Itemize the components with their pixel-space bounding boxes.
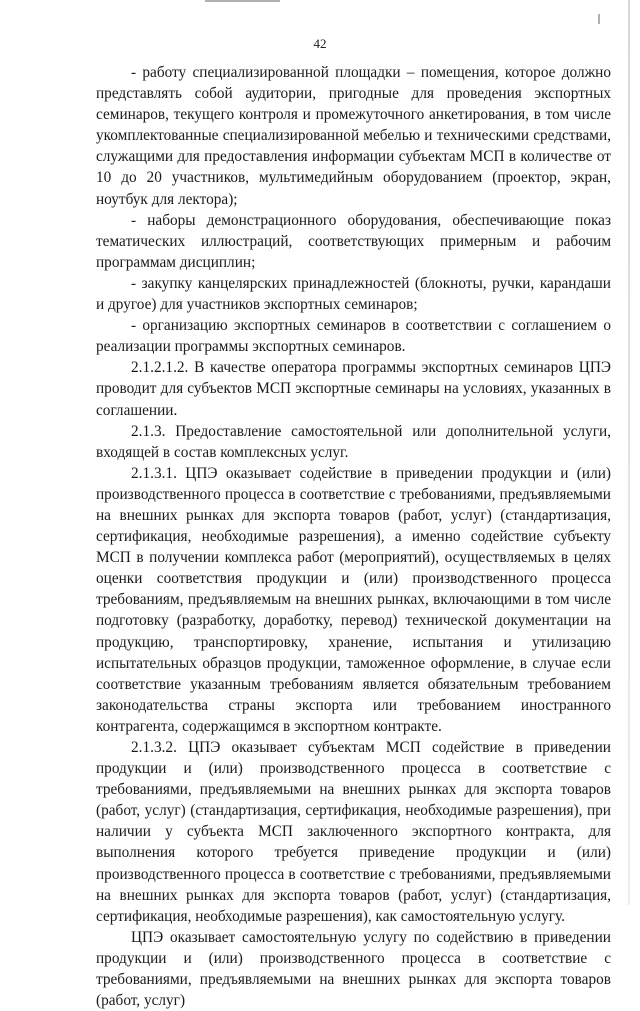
paragraph: - закупку канцелярских принадлежностей (блокноты, ручки, карандаши и другое) для участников экспортных семинаров;: [96, 274, 611, 314]
paragraph: - наборы демонстрационного оборудования, обеспечивающие показ тематических иллюстраций, соответствующих примерным и рабочим программам дисциплин;: [96, 211, 611, 271]
paragraph: - работу специализированной площадки – помещения, которое должно представлять собой аудитории, пригодные для проведения экспортных семинаров, текущего контроля и промежуточного анкетирования, в том числе укомплектованные специализированной мебелью и техническими средствами, служащими для предоставления информации субъектам МСП в количестве от 10 до 20 участников, мультимедийным оборудованием (проектор, экран, ноутбук для лектора);: [96, 64, 611, 208]
paragraph: 2.1.2.1.2. В качестве оператора программы экспортных семинаров ЦПЭ проводит для субъектов МСП экспортные семинары на условиях, указанных в соглашении.: [96, 359, 611, 419]
paragraph: 2.1.3.2. ЦПЭ оказывает субъектам МСП содействие в приведении продукции и (или) производственного процесса в соответствие с требованиями, предъявляемыми на внешних рынках для экспорта товаров (работ, услуг) (стандартизация, сертификация, необходимые разрешения), при наличии у субъекта МСП заключенного экспортного контракта, для выполнения которого требуется приведение продукции и (или) производственного процесса в соответствие с требованиями, предъявляемыми на внешних рынках для экспорта товаров (работ, услуг) (стандартизация, сертификация, необходимые разрешения), как самостоятельную услугу.: [96, 739, 611, 925]
paragraph: ЦПЭ оказывает самостоятельную услугу по содействию в приведении продукции и (или) производственного процесса в соответствие с требованиями, предъявляемыми на внешних рынках для экспорта товаров (работ, услуг): [96, 928, 611, 1010]
document-body: [96, 62, 611, 1011]
paragraph: 2.1.3.1. ЦПЭ оказывает содействие в приведении продукции и (или) производственного процесса в соответствие с требованиями, предъявляемыми на внешних рынках для экспорта товаров (работ, услуг) (стандартизация, сертификация, необходимые разрешения), а именно содействие субъекту МСП в получении комплекса работ (мероприятий), осуществляемых в целях оценки соответствия продукции и (или) производственного процесса требованиям, предъявляемым на внешних рынках, включающими в том числе подготовку (разработку, доработку, перевод) технической документации на продукцию, транспортировку, хранение, испытания и утилизацию испытательных образцов продукции, таможенное оформление, в случае если соответствие указанным требованиям является обязательным требованием законодательства страны экспорта или требованием иностранного контрагента, содержащимся в экспортном контракте.: [96, 464, 611, 735]
paragraph: 2.1.3. Предоставление самостоятельной или дополнительной услуги, входящей в состав комплексных услуг.: [96, 422, 611, 461]
scan-artifact: [205, 0, 280, 2]
scan-artifact: [598, 14, 600, 24]
page-edge: [628, 0, 630, 905]
paragraph: - организацию экспортных семинаров в соответствии с соглашением о реализации программы экспортных семинаров.: [96, 317, 611, 356]
page-number: 42: [313, 36, 327, 51]
